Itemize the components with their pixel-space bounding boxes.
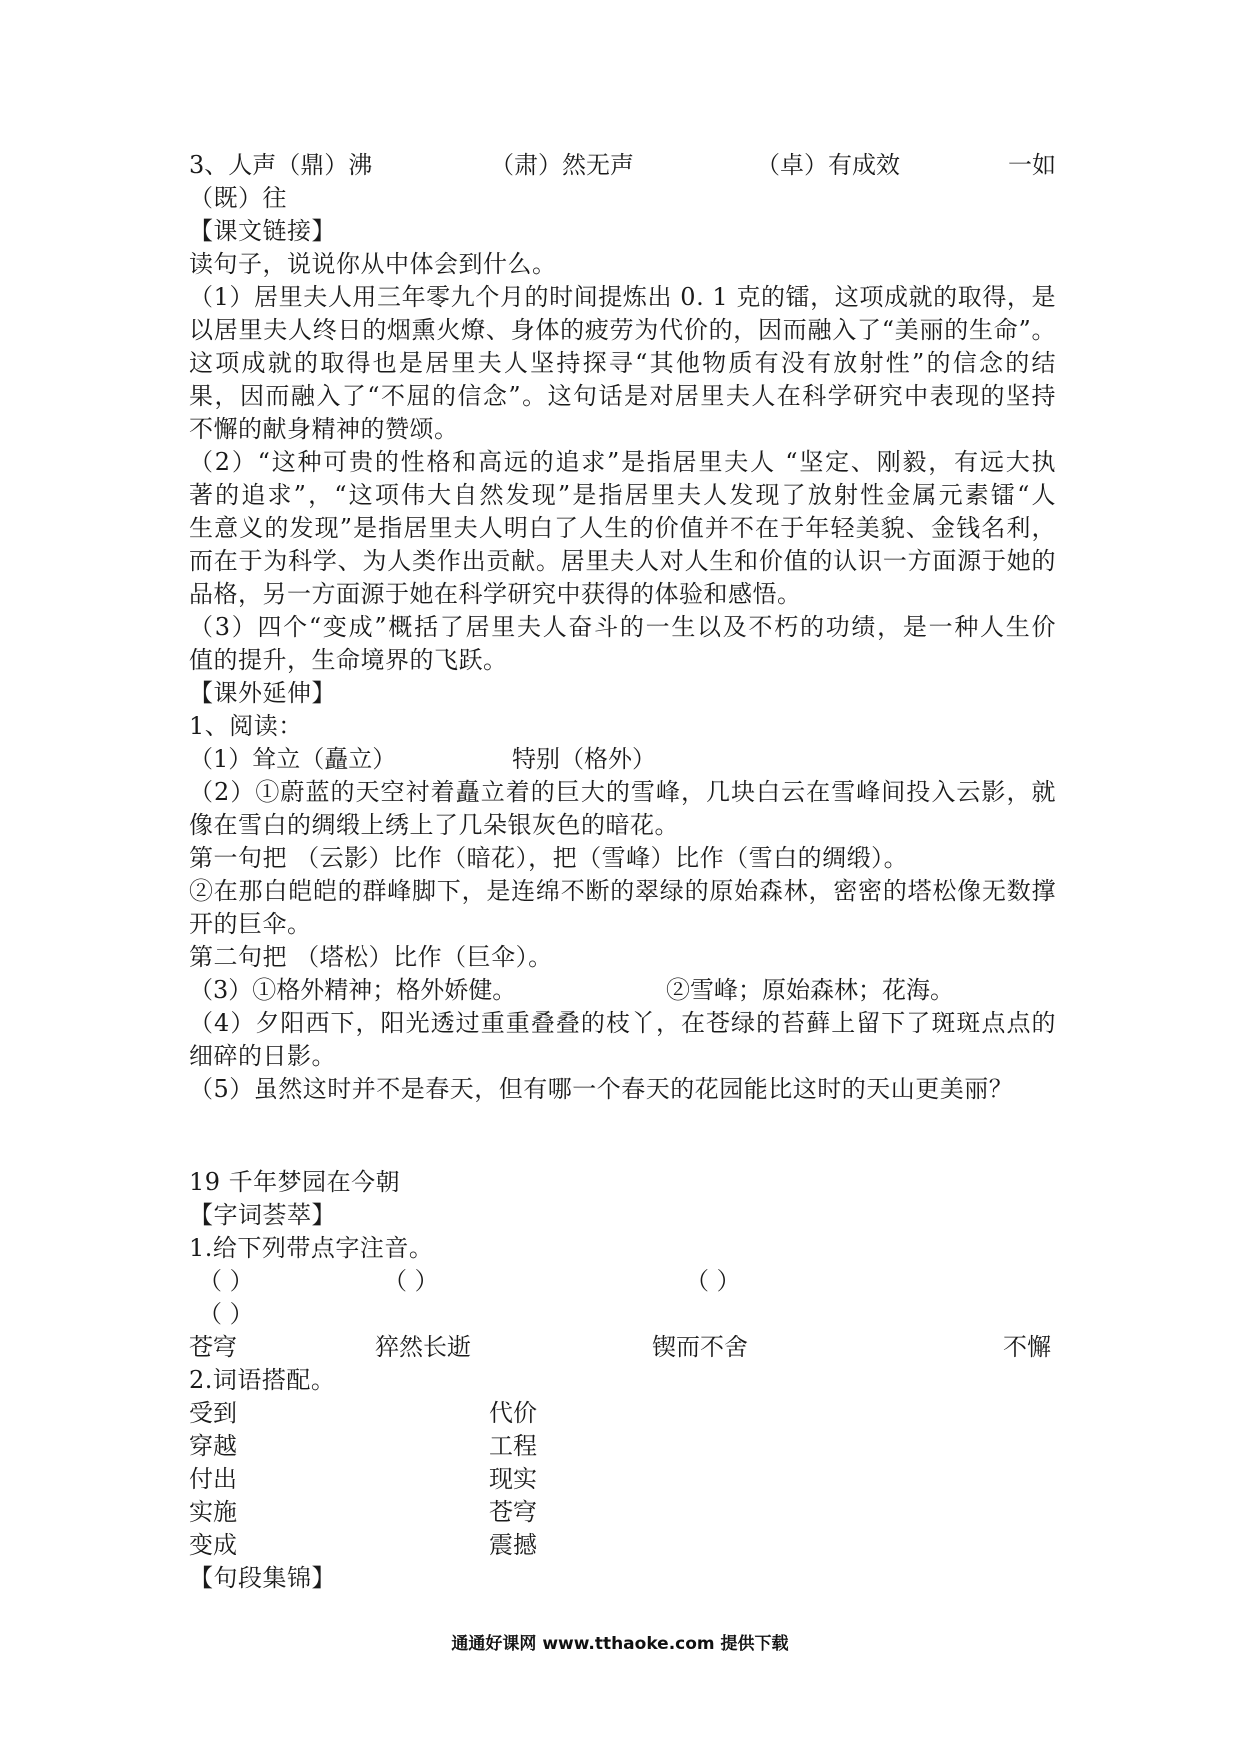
- answer-blank: （ ）: [685, 1267, 741, 1295]
- q3-item-b: （肃）然无声: [490, 151, 634, 179]
- answer-blank: （ ）: [198, 1267, 254, 1295]
- pinyin-word: 锲而不舍: [652, 1333, 748, 1361]
- match-right-word: 代价: [489, 1399, 537, 1427]
- match-left-word: 受到: [189, 1399, 237, 1427]
- paragraph-3-line: （3）四个“变成”概括了居里夫人奋斗的一生以及不朽的功绩，是一种人生价: [189, 613, 1056, 641]
- pinyin-word: 苍穹: [189, 1333, 237, 1361]
- instruction-text: 读句子，说说你从中体会到什么。: [189, 250, 557, 278]
- reading-answer-5: （5）虽然这时并不是春天，但有哪一个春天的花园能比这时的天山更美丽？: [189, 1075, 1014, 1103]
- question-2-title: 2.词语搭配。: [189, 1366, 336, 1394]
- paragraph-2-line: 生意义的发现”是指居里夫人明白了人生的价值并不在于年轻美貌、金钱名利，: [189, 514, 1056, 542]
- pinyin-word: 猝然长逝: [375, 1333, 471, 1361]
- reading-answer-1a: （1）耸立（矗立）: [189, 745, 397, 773]
- match-left-word: 变成: [189, 1531, 237, 1559]
- section-heading-words: 【字词荟萃】: [189, 1201, 336, 1229]
- question-1-title: 1.给下列带点字注音。: [189, 1234, 434, 1262]
- section-heading-sentences: 【句段集锦】: [189, 1564, 336, 1592]
- answer-blank: （ ）: [383, 1267, 439, 1295]
- paragraph-1-line: （1）居里夫人用三年零九个月的时间提炼出 0. 1 克的镭，这项成就的取得，是: [189, 283, 1056, 311]
- reading-answer-4-line: 细碎的日影。: [189, 1042, 336, 1070]
- match-right-word: 现实: [489, 1465, 537, 1493]
- q3-item-e: （既）往: [189, 184, 287, 212]
- reading-answer-2-line: （2）①蔚蓝的天空衬着矗立着的巨大的雪峰，几块白云在雪峰间投入云影，就: [189, 778, 1056, 806]
- reading-answer-2b-line: ②在那白皑皑的群峰脚下，是连绵不断的翠绿的原始森林，密密的塔松像无数撑: [189, 877, 1056, 905]
- match-left-word: 付出: [189, 1465, 237, 1493]
- reading-title: 1、阅读：: [189, 712, 303, 740]
- match-left-word: 实施: [189, 1498, 237, 1526]
- paragraph-2-line: 著的追求”，“这项伟大自然发现”是指居里夫人发现了放射性金属元素镭“人: [189, 481, 1056, 509]
- q3-item-d: 一如: [1008, 151, 1056, 179]
- footer-credit: 通通好课网 www.tthaoke.com 提供下载: [451, 1634, 789, 1654]
- match-right-word: 震撼: [489, 1531, 537, 1559]
- paragraph-2-line: （2）“这种可贵的性格和高远的追求”是指居里夫人 “坚定、刚毅，有远大执: [189, 448, 1056, 476]
- match-right-word: 工程: [489, 1432, 537, 1460]
- paragraph-2-line: 而在于为科学、为人类作出贡献。居里夫人对人生和价值的认识一方面源于她的: [189, 547, 1056, 575]
- section-heading-extension: 【课外延伸】: [189, 679, 336, 707]
- pinyin-word: 不懈: [1003, 1333, 1051, 1361]
- reading-answer-3a: （3）①格外精神；格外娇健。: [189, 976, 517, 1004]
- reading-answer-1b: 特别（格外）: [512, 745, 656, 773]
- q3-item-a: 3、人声（鼎）沸: [189, 151, 373, 179]
- section-heading-text-link: 【课文链接】: [189, 217, 336, 245]
- match-left-word: 穿越: [189, 1432, 237, 1460]
- paragraph-1-line: 不懈的献身精神的赞颂。: [189, 415, 459, 443]
- paragraph-2-line: 品格，另一方面源于她在科学研究中获得的体验和感悟。: [189, 580, 802, 608]
- match-right-word: 苍穹: [489, 1498, 537, 1526]
- reading-answer-2-line: 像在雪白的绸缎上绣上了几朵银灰色的暗花。: [189, 811, 679, 839]
- reading-answer-3b: ②雪峰；原始森林；花海。: [666, 976, 954, 1004]
- reading-answer-4-line: （4）夕阳西下，阳光透过重重叠叠的枝丫，在苍绿的苔藓上留下了斑斑点点的: [189, 1009, 1056, 1037]
- paragraph-1-line: 以居里夫人终日的烟熏火燎、身体的疲劳为代价的，因而融入了“美丽的生命”。: [189, 316, 1056, 344]
- reading-answer-2b-line: 开的巨伞。: [189, 910, 312, 938]
- paragraph-3-line: 值的提升，生命境界的飞跃。: [189, 646, 508, 674]
- reading-answer-2-summary: 第一句把 （云影）比作（暗花），把（雪峰）比作（雪白的绸缎）。: [189, 844, 909, 872]
- paragraph-1-line: 果，因而融入了“不屈的信念”。这句话是对居里夫人在科学研究中表现的坚持: [189, 382, 1056, 410]
- answer-blank: （ ）: [198, 1300, 254, 1328]
- lesson-19-title: 19 千年梦园在今朝: [189, 1168, 401, 1196]
- q3-item-c: （卓）有成效: [756, 151, 900, 179]
- reading-answer-2b-summary: 第二句把 （塔松）比作（巨伞）。: [189, 943, 553, 971]
- paragraph-1-line: 这项成就的取得也是居里夫人坚持探寻“其他物质有没有放射性”的信念的结: [189, 349, 1056, 377]
